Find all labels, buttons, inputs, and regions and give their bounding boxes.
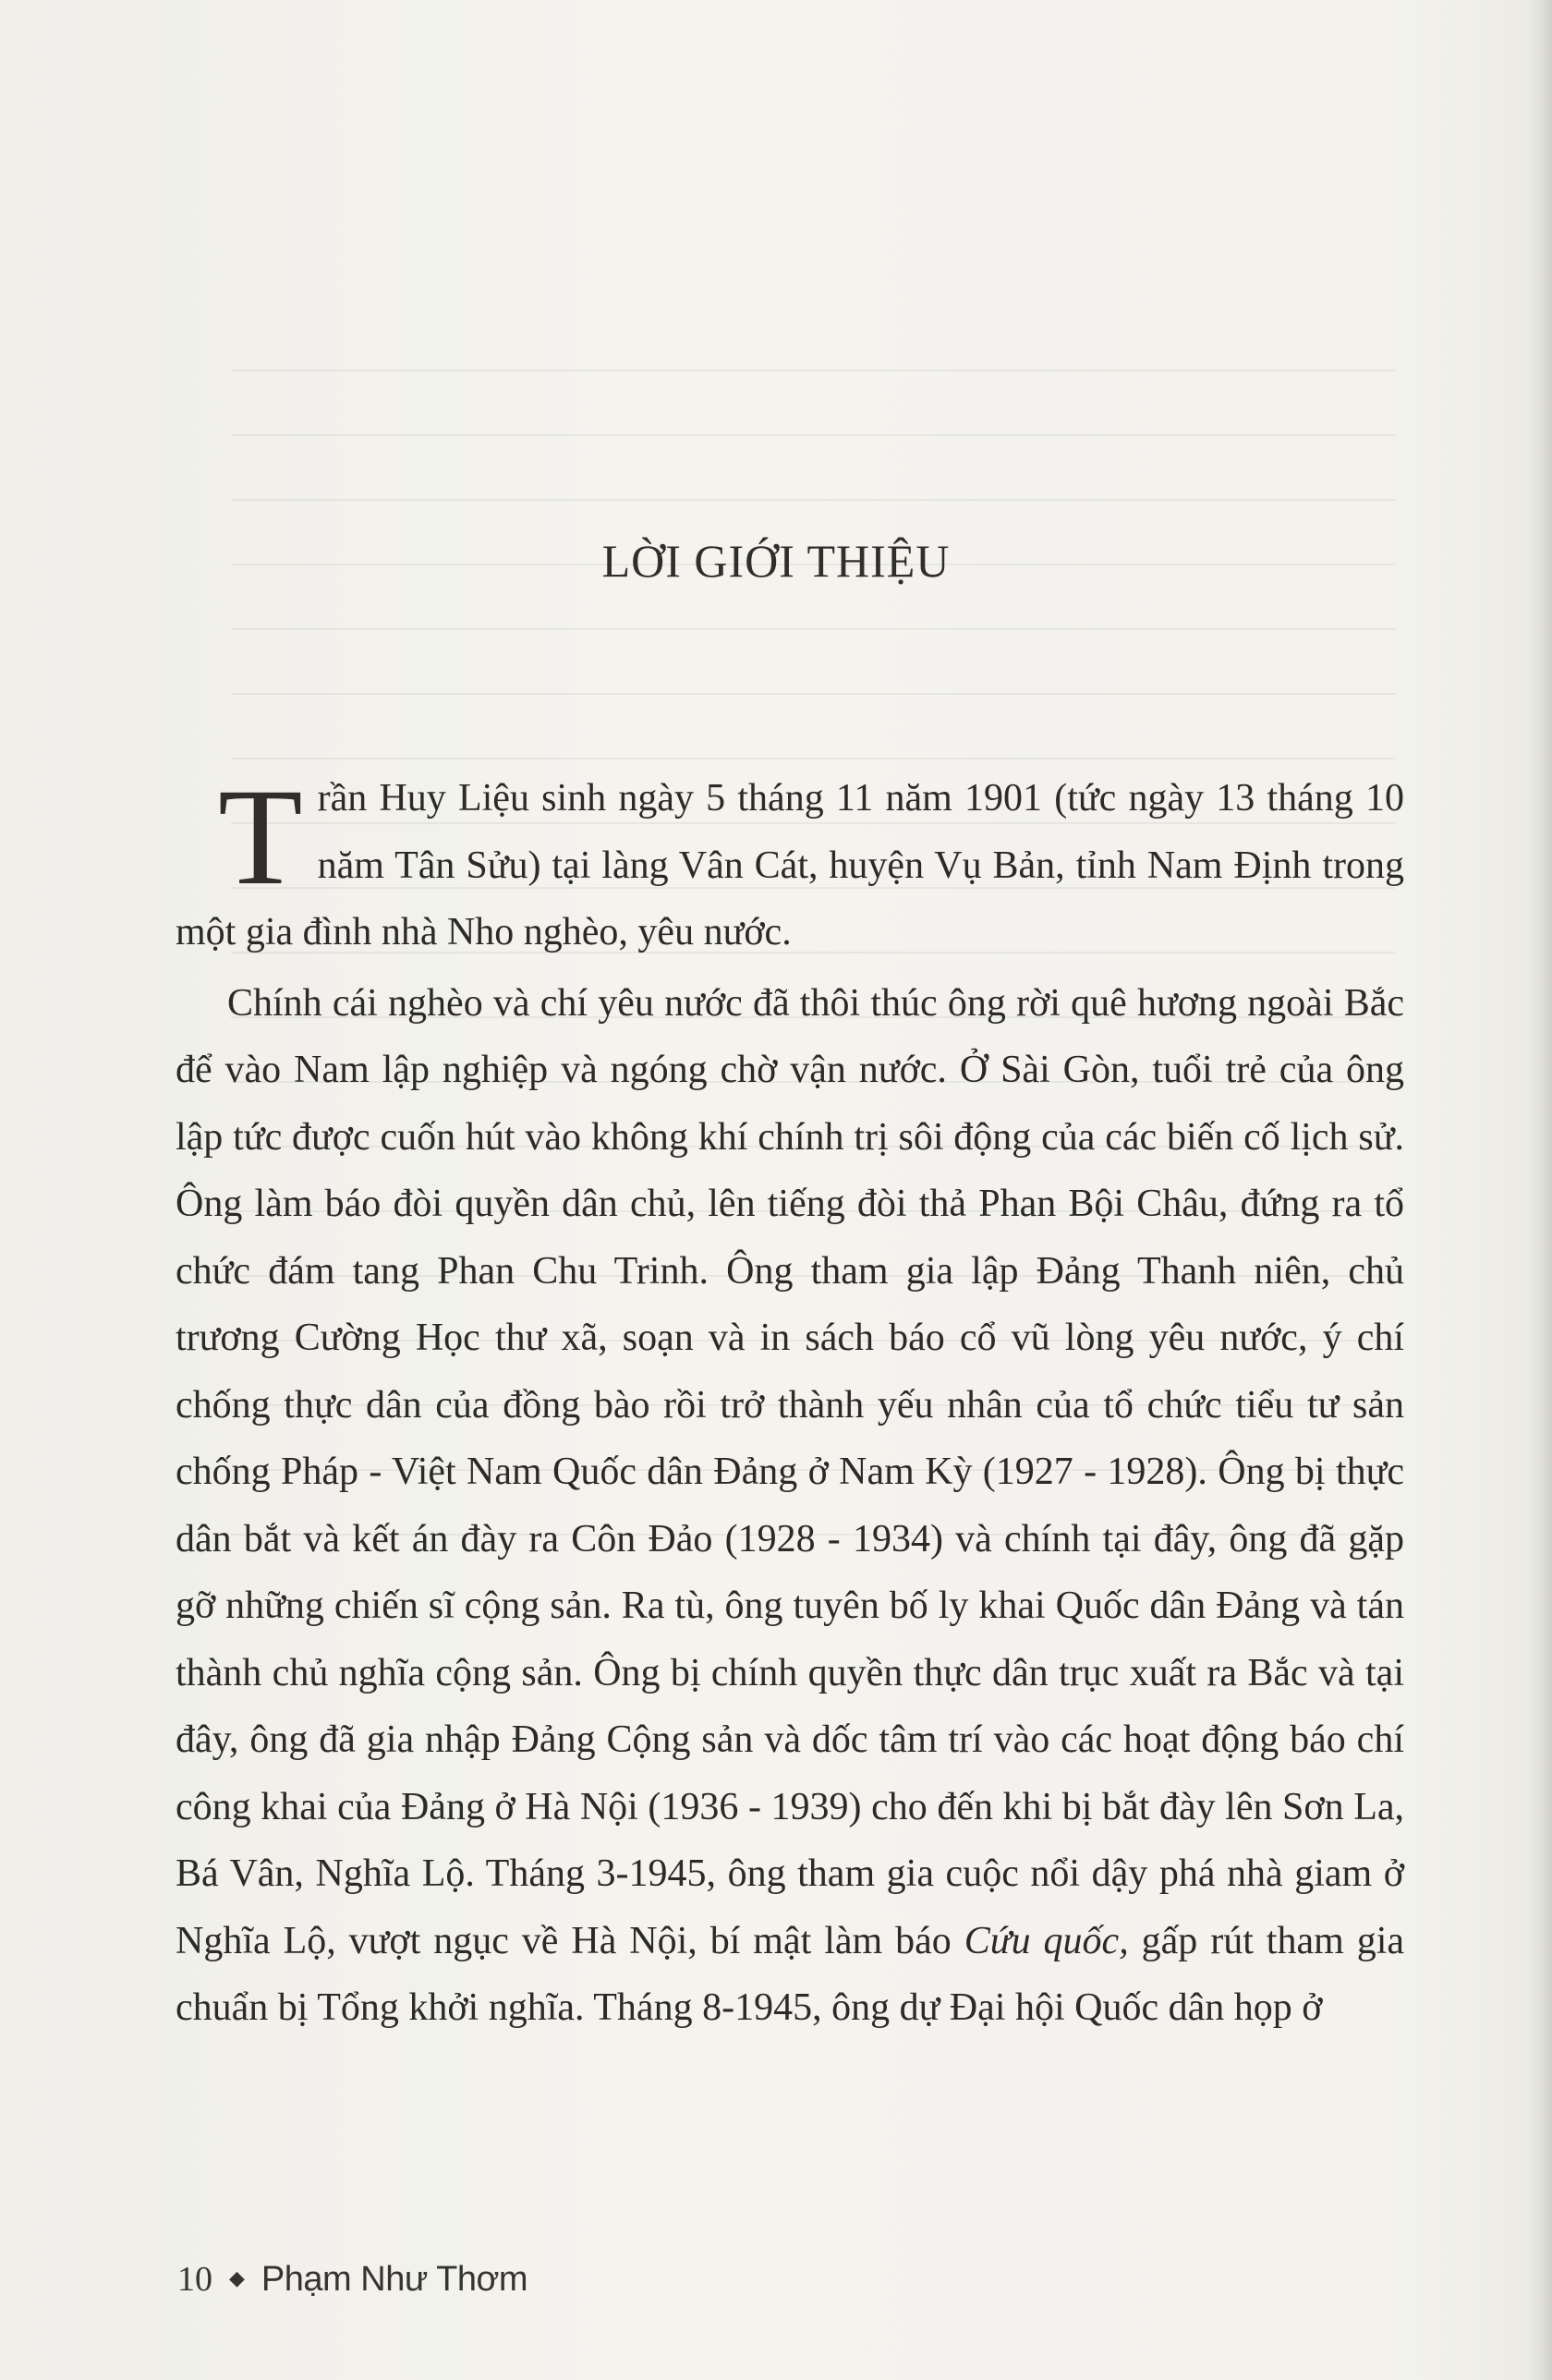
paragraph-2-text: Chính cái nghèo và chí yêu nước đã thôi thúc ông rời quê hương ngoài Bắc để vào Nam lập nghiệp và ngóng chờ vận nước. Ở Sài Gòn, tuổi trẻ của ông lập tức được cuốn hút vào không khí chính trị sôi động của các biến cố lịch sử. Ông làm báo đòi quyền dân chủ, lên tiếng đòi thả Phan Bội Châu, đứng ra tổ chức đám tang Phan Chu Trinh. Ông tham gia lập Đảng Thanh niên, chủ trương Cường Học thư xã, soạn và in sách báo cổ vũ lòng yêu nước, ý chí chống thực dân của đồng bào rồi trở thành yếu nhân của tổ chức tiểu tư sản chống Pháp - Việt Nam Quốc dân Đảng ở Nam Kỳ (1927 - 1928). Ông bị thực dân bắt và kết án đày ra Côn Đảo (1928 - 1934) và chính tại đây, ông đã gặp gỡ những chiến sĩ cộng sản. Ra tù, ông tuyên bố ly khai Quốc dân Đảng và tán thành chủ nghĩa cộng sản. Ông bị chính quyền thực dân trục xuất ra Bắc và tại đây, ông đã gia nhập Đảng Cộng sản và dốc tâm trí vào các hoạt động báo chí công khai của Đảng ở Hà Nội (1936 - 1939) cho đến khi bị bắt đày lên Sơn La, Bá Vân, Nghĩa Lộ. Tháng 3-1945, ông tham gia cuộc nổi dậy phá nhà giam ở Nghĩa Lộ, vượt ngục về Hà Nội, bí mật làm báo bbox=[176, 981, 1404, 1962]
page-gutter-shadow bbox=[1526, 0, 1552, 2380]
drop-cap-letter: T bbox=[218, 760, 303, 914]
paragraph-2 bbox=[176, 970, 1404, 2042]
paragraph-1 bbox=[176, 760, 1404, 966]
paragraph-2-text-end: gấp rút tham gia chuẩn bị Tổng khởi nghĩa. Tháng 8-1945, ông dự Đại hội Quốc dân họp ở bbox=[176, 1919, 1405, 2029]
diamond-separator-icon: ◆ bbox=[229, 2266, 245, 2289]
paragraph-1-text: rần Huy Liệu sinh ngày 5 tháng 11 năm 1901 (tức ngày 13 tháng 10 năm Tân Sửu) tại làng Vân Cát, huyện Vụ Bản, tỉnh Nam Định trong một gia đình nhà Nho nghèo, yêu nước. bbox=[176, 777, 1404, 953]
page-number: 10 bbox=[177, 2260, 212, 2299]
page-footer bbox=[177, 2259, 527, 2300]
running-author-name: Phạm Như Thơm bbox=[261, 2260, 528, 2299]
chapter-title: LỜI GIỚI THIỆU bbox=[601, 535, 951, 587]
paragraph-2-italic-title: Cứu quốc, bbox=[964, 1919, 1129, 1962]
body-text bbox=[176, 760, 1405, 2046]
